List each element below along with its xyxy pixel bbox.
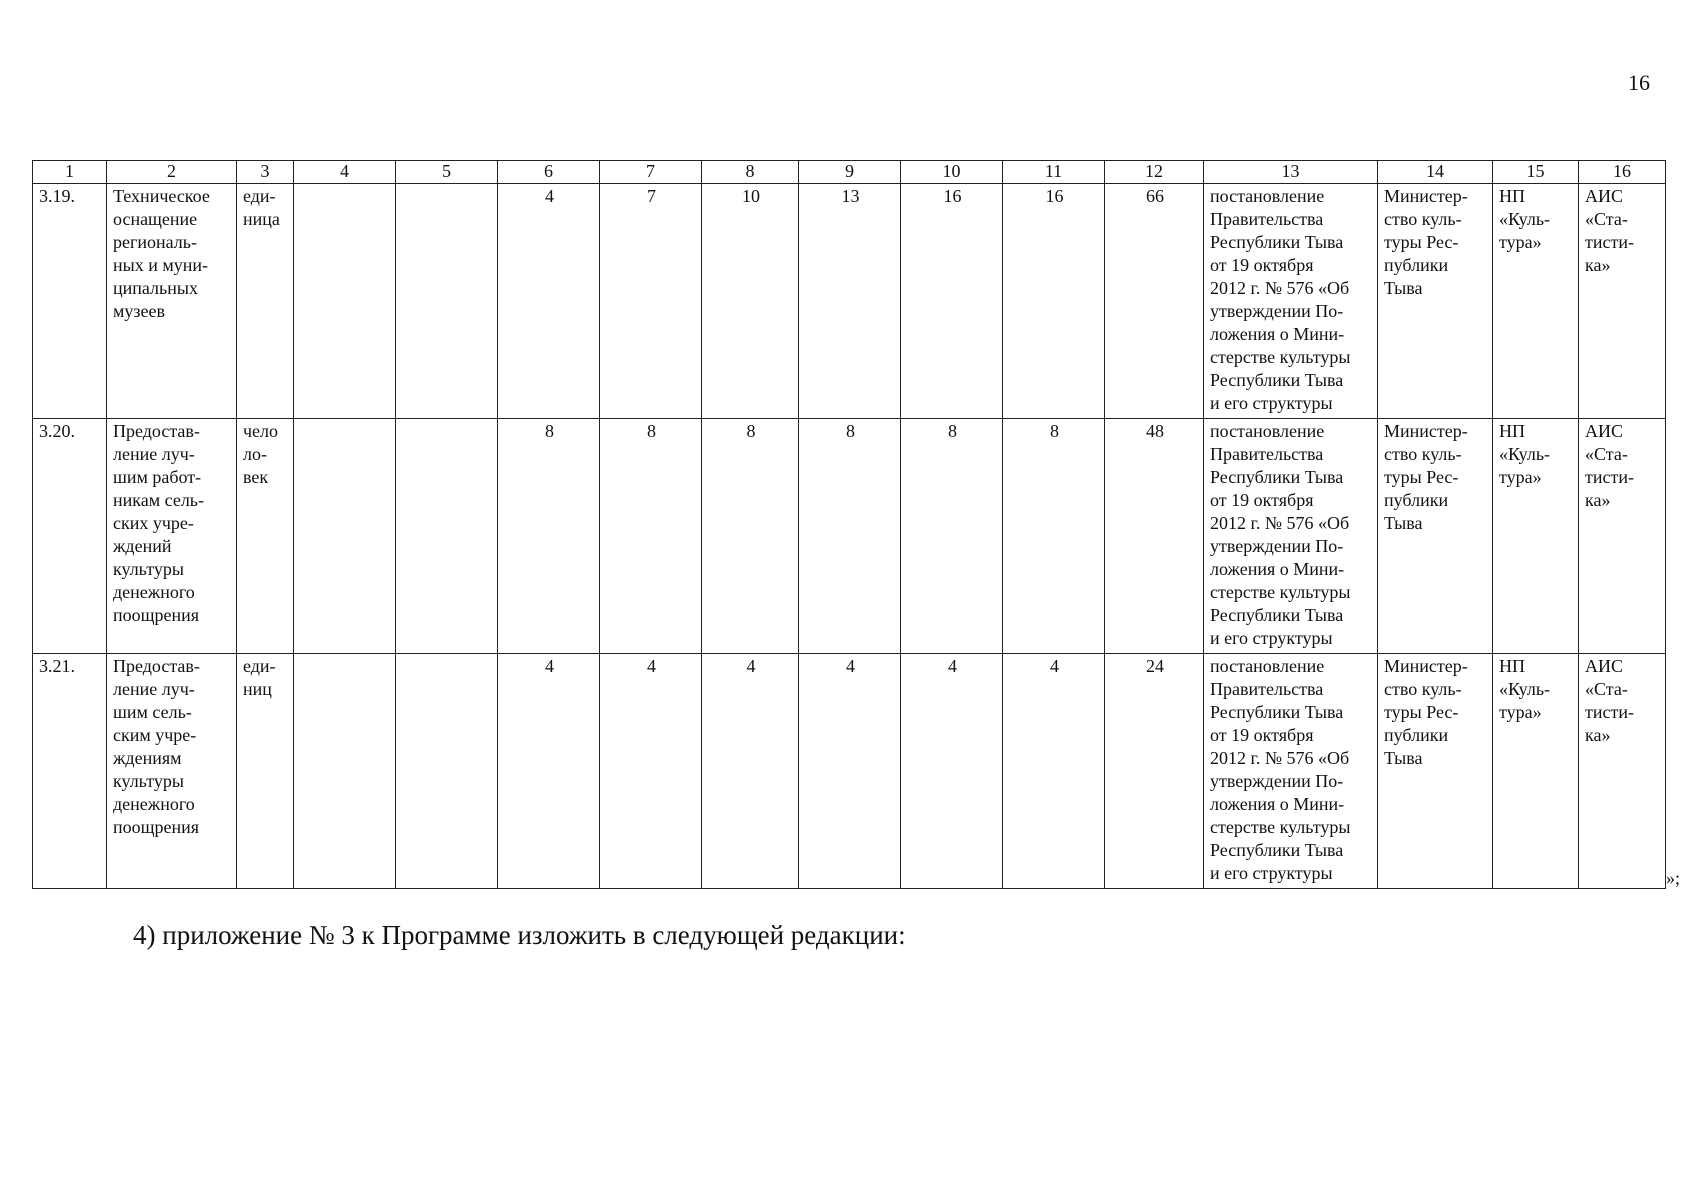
row-value-col9: 8 <box>799 419 901 654</box>
row-executor: Министер- ство куль- туры Рес- публики Тыва <box>1378 654 1493 889</box>
row-total: 24 <box>1105 654 1204 889</box>
header-cell: 10 <box>901 161 1003 184</box>
header-cell: 6 <box>498 161 600 184</box>
row-value-col6: 4 <box>498 184 600 419</box>
row-name: Предостав- ление луч- шим работ- никам сель- ских учре- ждений культуры денежного поощрения <box>107 419 237 654</box>
row-value-col11: 8 <box>1003 419 1105 654</box>
header-cell: 3 <box>237 161 294 184</box>
header-cell: 11 <box>1003 161 1105 184</box>
header-cell: 12 <box>1105 161 1204 184</box>
row-source: НП «Куль- тура» <box>1493 419 1579 654</box>
header-cell: 7 <box>600 161 702 184</box>
row-unit: еди- ница <box>237 184 294 419</box>
header-cell: 14 <box>1378 161 1493 184</box>
row-value-col5 <box>396 654 498 889</box>
row-executor: Министер- ство куль- туры Рес- публики Тыва <box>1378 419 1493 654</box>
row-legal-basis: постановление Правительства Республики Тыва от 19 октября 2012 г. № 576 «Об утверждении По- ложения о Мини- стерстве культуры Республики Тыва и его структуры <box>1204 419 1378 654</box>
row-value-col10: 4 <box>901 654 1003 889</box>
row-value-col6: 4 <box>498 654 600 889</box>
row-value-col8: 4 <box>702 654 799 889</box>
row-value-col5 <box>396 419 498 654</box>
row-value-col8: 10 <box>702 184 799 419</box>
page-number: 16 <box>1628 70 1650 95</box>
row-value-col7: 7 <box>600 184 702 419</box>
row-value-col8: 8 <box>702 419 799 654</box>
row-id: 3.21. <box>33 654 107 889</box>
header-cell: 4 <box>294 161 396 184</box>
row-system: АИС «Ста- тисти- ка» <box>1579 184 1666 419</box>
row-unit: еди- ниц <box>237 654 294 889</box>
row-legal-basis: постановление Правительства Республики Тыва от 19 октября 2012 г. № 576 «Об утверждении По- ложения о Мини- стерстве культуры Республики Тыва и его структуры <box>1204 184 1378 419</box>
table-row <box>33 419 1666 654</box>
row-value-col6: 8 <box>498 419 600 654</box>
row-executor: Министер- ство куль- туры Рес- публики Тыва <box>1378 184 1493 419</box>
row-value-col4 <box>294 654 396 889</box>
row-source: НП «Куль- тура» <box>1493 654 1579 889</box>
row-value-col11: 4 <box>1003 654 1105 889</box>
header-cell: 15 <box>1493 161 1579 184</box>
row-system: АИС «Ста- тисти- ка» <box>1579 419 1666 654</box>
header-cell: 9 <box>799 161 901 184</box>
row-value-col10: 16 <box>901 184 1003 419</box>
row-value-col9: 13 <box>799 184 901 419</box>
header-cell: 8 <box>702 161 799 184</box>
row-value-col7: 8 <box>600 419 702 654</box>
indicators-table <box>32 160 1666 889</box>
row-id: 3.20. <box>33 419 107 654</box>
row-legal-basis: постановление Правительства Республики Тыва от 19 октября 2012 г. № 576 «Об утверждении По- ложения о Мини- стерстве культуры Республики Тыва и его структуры <box>1204 654 1378 889</box>
header-row <box>33 161 1666 184</box>
row-total: 66 <box>1105 184 1204 419</box>
table-row <box>33 654 1666 889</box>
row-source: НП «Куль- тура» <box>1493 184 1579 419</box>
row-total: 48 <box>1105 419 1204 654</box>
amendment-paragraph: 4) приложение № 3 к Программе изложить в следующей редакции: <box>133 920 906 950</box>
header-cell: 5 <box>396 161 498 184</box>
row-value-col9: 4 <box>799 654 901 889</box>
row-value-col4 <box>294 419 396 654</box>
row-unit: чело ло- век <box>237 419 294 654</box>
header-cell: 2 <box>107 161 237 184</box>
header-cell: 16 <box>1579 161 1666 184</box>
header-cell: 1 <box>33 161 107 184</box>
row-value-col10: 8 <box>901 419 1003 654</box>
table-row <box>33 184 1666 419</box>
row-id: 3.19. <box>33 184 107 419</box>
row-value-col7: 4 <box>600 654 702 889</box>
row-name: Техническое оснащение региональ- ных и муни- ципальных музеев <box>107 184 237 419</box>
header-cell: 13 <box>1204 161 1378 184</box>
row-system: АИС «Ста- тисти- ка» <box>1579 654 1666 889</box>
row-value-col11: 16 <box>1003 184 1105 419</box>
row-name: Предостав- ление луч- шим сель- ским учре- ждениям культуры денежного поощрения <box>107 654 237 889</box>
row-value-col4 <box>294 184 396 419</box>
row-value-col5 <box>396 184 498 419</box>
closing-quote-mark: »; <box>1666 868 1681 888</box>
